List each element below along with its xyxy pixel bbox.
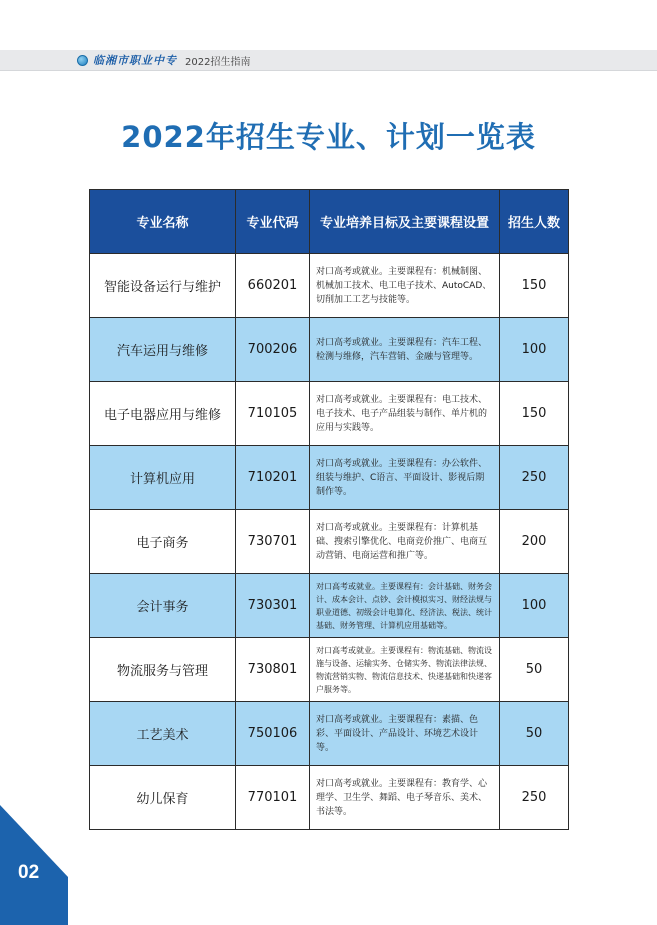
table-row bbox=[90, 510, 569, 574]
major-code: 700206 bbox=[236, 318, 310, 382]
major-name: 电子电器应用与维修 bbox=[90, 382, 236, 446]
major-code: 750106 bbox=[236, 702, 310, 766]
table-row bbox=[90, 766, 569, 830]
table-row bbox=[90, 254, 569, 318]
table-row bbox=[90, 382, 569, 446]
major-code: 770101 bbox=[236, 766, 310, 830]
major-code: 730701 bbox=[236, 510, 310, 574]
major-description: 对口高考或就业。主要课程有：机械制图、机械加工技术、电工电子技术、AutoCAD、切削加工工艺与技能等。 bbox=[310, 254, 500, 318]
major-name: 会计事务 bbox=[90, 574, 236, 638]
major-description: 对口高考或就业。主要课程有：办公软件、组装与维护、C语言、平面设计、影视后期制作等。 bbox=[310, 446, 500, 510]
enrollment-count: 150 bbox=[500, 254, 569, 318]
enrollment-count: 200 bbox=[500, 510, 569, 574]
major-name: 物流服务与管理 bbox=[90, 638, 236, 702]
table-row bbox=[90, 574, 569, 638]
major-description: 对口高考或就业。主要课程有：电工技术、电子技术、电子产品组装与制作、单片机的应用与实践等。 bbox=[310, 382, 500, 446]
header-bar bbox=[0, 50, 657, 71]
enrollment-count: 100 bbox=[500, 318, 569, 382]
major-code: 710105 bbox=[236, 382, 310, 446]
enrollment-count: 50 bbox=[500, 638, 569, 702]
major-description: 对口高考或就业。主要课程有：计算机基础、搜索引擎优化、电商竞价推广、电商互动营销、电商运营和推广等。 bbox=[310, 510, 500, 574]
enrollment-count: 150 bbox=[500, 382, 569, 446]
major-name: 智能设备运行与维护 bbox=[90, 254, 236, 318]
enrollment-count: 50 bbox=[500, 702, 569, 766]
table-row bbox=[90, 702, 569, 766]
column-header-description: 专业培养目标及主要课程设置 bbox=[310, 190, 500, 254]
guide-name: 2022招生指南 bbox=[185, 56, 251, 68]
major-name: 电子商务 bbox=[90, 510, 236, 574]
major-name: 幼儿保育 bbox=[90, 766, 236, 830]
major-description: 对口高考或就业。主要课程有：汽车工程、检测与维修，汽车营销、金融与管理等。 bbox=[310, 318, 500, 382]
column-header-code: 专业代码 bbox=[236, 190, 310, 254]
table-row bbox=[90, 446, 569, 510]
column-header-count: 招生人数 bbox=[500, 190, 569, 254]
column-header-name: 专业名称 bbox=[90, 190, 236, 254]
major-code: 730801 bbox=[236, 638, 310, 702]
major-name: 汽车运用与维修 bbox=[90, 318, 236, 382]
enrollment-count: 250 bbox=[500, 446, 569, 510]
table-header-row bbox=[90, 190, 569, 254]
major-name: 工艺美术 bbox=[90, 702, 236, 766]
enrollment-table bbox=[89, 189, 569, 830]
major-code: 730301 bbox=[236, 574, 310, 638]
page-title: 2022年招生专业、计划一览表 bbox=[121, 120, 536, 154]
major-code: 710201 bbox=[236, 446, 310, 510]
major-description: 对口高考或就业。主要课程有：会计基础、财务会计、成本会计、点钞、会计模拟实习、财经法规与职业道德、初级会计电算化、经济法、税法、统计基础、财务管理、计算机应用基础等。 bbox=[310, 574, 500, 638]
page-number: 02 bbox=[18, 862, 40, 883]
major-name: 计算机应用 bbox=[90, 446, 236, 510]
table-row bbox=[90, 318, 569, 382]
enrollment-count: 250 bbox=[500, 766, 569, 830]
major-description: 对口高考或就业。主要课程有：教育学、心理学、卫生学、舞蹈、电子琴音乐、美术、书法等。 bbox=[310, 766, 500, 830]
school-name: 临湘市职业中专 bbox=[93, 54, 177, 67]
school-logo-icon bbox=[77, 55, 88, 66]
major-code: 660201 bbox=[236, 254, 310, 318]
major-description: 对口高考或就业。主要课程有：素描、色彩、平面设计、产品设计、环境艺术设计等。 bbox=[310, 702, 500, 766]
enrollment-count: 100 bbox=[500, 574, 569, 638]
major-description: 对口高考或就业。主要课程有：物流基础、物流设施与设备、运输实务、仓储实务、物流法律法规、物流营销实物、物流信息技术、快递基础和快递客户服务等。 bbox=[310, 638, 500, 702]
table-row bbox=[90, 638, 569, 702]
